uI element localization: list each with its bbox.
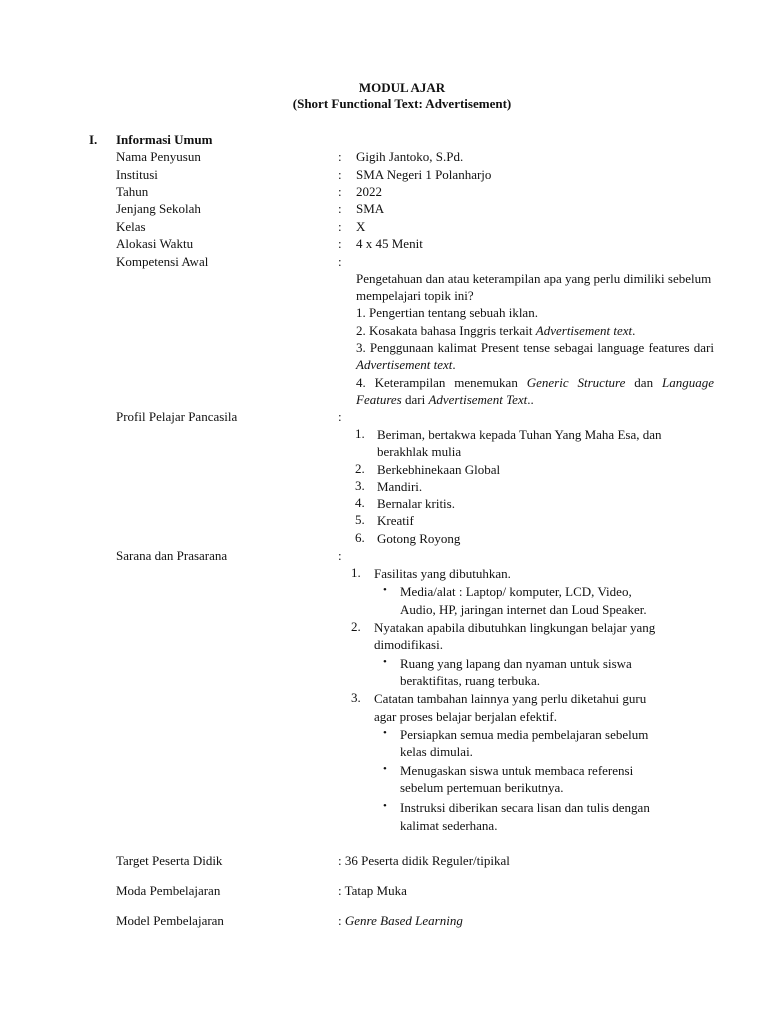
document-title: MODUL AJAR bbox=[358, 80, 446, 95]
bullet-icon: • bbox=[383, 800, 387, 812]
model-value: : Genre Based Learning bbox=[338, 913, 463, 928]
sarana-bullet-text: kalimat sederhana. bbox=[400, 818, 498, 833]
sarana-label: Sarana dan Prasarana bbox=[116, 548, 228, 563]
info-label: Tahun bbox=[116, 184, 149, 199]
sarana-bullet-text: Ruang yang lapang dan nyaman untuk siswa bbox=[400, 656, 632, 671]
info-colon: : bbox=[338, 254, 342, 269]
list-number: 2. bbox=[355, 461, 365, 476]
list-number: 1. bbox=[351, 565, 361, 580]
info-colon: : bbox=[338, 167, 342, 182]
sarana-item-3: Catatan tambahan lainnya yang perlu diketahui guru bbox=[374, 691, 647, 706]
info-label: Institusi bbox=[116, 167, 158, 182]
model-label: Model Pembelajaran bbox=[116, 913, 224, 928]
info-value: X bbox=[356, 219, 366, 234]
list-number: 1. bbox=[355, 426, 365, 441]
info-colon: : bbox=[338, 149, 342, 164]
list-text: Mandiri. bbox=[377, 479, 423, 494]
list-number: 6. bbox=[355, 530, 365, 545]
profil-label: Profil Pelajar Pancasila bbox=[116, 409, 238, 424]
sarana-bullet-text: Audio, HP, jaringan internet dan Loud Speaker. bbox=[400, 602, 647, 617]
list-text: berakhlak mulia bbox=[377, 444, 462, 459]
list-number: 4. bbox=[355, 495, 365, 510]
sarana-bullet-text: kelas dimulai. bbox=[400, 744, 473, 759]
sarana-item-2-cont: dimodifikasi. bbox=[374, 637, 443, 652]
list-text: Gotong Royong bbox=[377, 531, 461, 546]
list-number: 3. bbox=[355, 478, 365, 493]
info-value: 2022 bbox=[356, 184, 382, 199]
sarana-colon: : bbox=[338, 548, 342, 563]
list-text: Bernalar kritis. bbox=[377, 496, 455, 511]
info-colon: : bbox=[338, 219, 342, 234]
kompetensi-item-3: 3. Penggunaan kalimat Present tense sebagai language features dari Advertisement text. bbox=[356, 340, 714, 372]
info-value: 4 x 45 Menit bbox=[356, 236, 423, 251]
section-heading: Informasi Umum bbox=[116, 132, 213, 147]
sarana-bullet-text: Instruksi diberikan secara lisan dan tulis dengan bbox=[400, 800, 650, 815]
target-value: : 36 Peserta didik Reguler/tipikal bbox=[338, 853, 510, 868]
sarana-bullet-text: Media/alat : Laptop/ komputer, LCD, Video, bbox=[400, 584, 632, 599]
kompetensi-item-1: 1. Pengertian tentang sebuah iklan. bbox=[356, 305, 538, 320]
moda-label: Moda Pembelajaran bbox=[116, 883, 221, 898]
info-label: Jenjang Sekolah bbox=[116, 201, 201, 216]
section-number: I. bbox=[89, 132, 98, 147]
list-number: 2. bbox=[351, 619, 361, 634]
bullet-icon: • bbox=[383, 656, 387, 668]
info-label: Kompetensi Awal bbox=[116, 254, 209, 269]
bullet-icon: • bbox=[383, 763, 387, 775]
info-colon: : bbox=[338, 236, 342, 251]
info-value: Gigih Jantoko, S.Pd. bbox=[356, 149, 464, 164]
document-subtitle: (Short Functional Text: Advertisement) bbox=[292, 96, 512, 111]
kompetensi-item-4: 4. Keterampilan menemukan Generic Structure dan Language Features dari Advertisement Text.. bbox=[356, 375, 714, 407]
sarana-item-2: Nyatakan apabila dibutuhkan lingkungan belajar yang bbox=[374, 620, 656, 635]
info-label: Nama Penyusun bbox=[116, 149, 201, 164]
info-colon: : bbox=[338, 184, 342, 199]
sarana-bullet-text: beraktifitas, ruang terbuka. bbox=[400, 673, 541, 688]
kompetensi-intro: Pengetahuan dan atau keterampilan apa yang perlu dimiliki sebelum mempelajari topik ini? bbox=[356, 271, 712, 303]
info-label: Kelas bbox=[116, 219, 146, 234]
sarana-bullet-text: Persiapkan semua media pembelajaran sebelum bbox=[400, 727, 649, 742]
info-colon: : bbox=[338, 201, 342, 216]
sarana-bullet-text: sebelum pertemuan berikutnya. bbox=[400, 780, 564, 795]
list-text: Kreatif bbox=[377, 513, 414, 528]
sarana-item-3-cont: agar proses belajar berjalan efektif. bbox=[374, 709, 557, 724]
info-value: SMA bbox=[356, 201, 385, 216]
target-label: Target Peserta Didik bbox=[116, 853, 223, 868]
sarana-bullet-text: Menugaskan siswa untuk membaca referensi bbox=[400, 763, 634, 778]
info-label: Alokasi Waktu bbox=[116, 236, 194, 251]
list-number: 5. bbox=[355, 512, 365, 527]
sarana-item-1: Fasilitas yang dibutuhkan. bbox=[374, 566, 511, 581]
info-value: SMA Negeri 1 Polanharjo bbox=[356, 167, 492, 182]
bullet-icon: • bbox=[383, 584, 387, 596]
bullet-icon: • bbox=[383, 727, 387, 739]
list-number: 3. bbox=[351, 690, 361, 705]
profil-colon: : bbox=[338, 409, 342, 424]
list-text: Berkebhinekaan Global bbox=[377, 462, 501, 477]
list-text: Beriman, bertakwa kepada Tuhan Yang Maha Esa, dan bbox=[377, 427, 662, 442]
kompetensi-item-2: 2. Kosakata bahasa Inggris terkait Advertisement text. bbox=[356, 323, 636, 338]
moda-value: : Tatap Muka bbox=[338, 883, 407, 898]
